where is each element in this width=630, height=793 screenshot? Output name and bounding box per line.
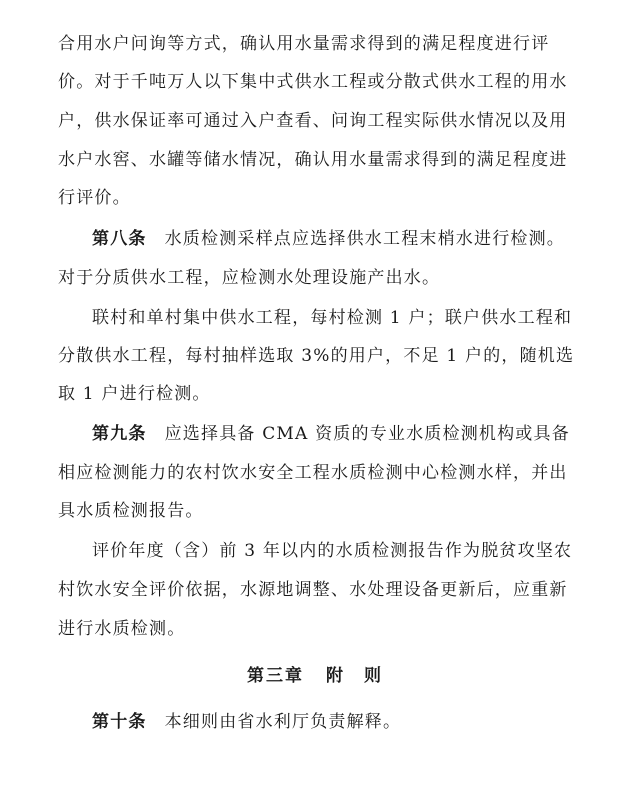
- body-line-1: 合用水户问询等方式，确认用水量需求得到的满足程度进行评: [58, 34, 550, 54]
- villages-line-2: 分散供水工程，每村抽样选取 3%的用户，不足 1 户的，随机选: [58, 346, 575, 366]
- article-8-line-2: 对于分质供水工程，应检测水处理设施产出水。: [58, 268, 441, 288]
- article-10-text: 本细则由省水利厅负责解释。: [164, 712, 402, 732]
- article-10-line: [92, 710, 622, 734]
- article-9-line-3: 具水质检测报告。: [58, 501, 204, 521]
- eval-line-3: 进行水质检测。: [58, 619, 186, 639]
- chapter-title: 附 则: [326, 666, 383, 686]
- body-line-2: 价。对于千吨万人以下集中式供水工程或分散式供水工程的用水: [58, 72, 568, 92]
- eval-line-2: 村饮水安全评价依据，水源地调整、水处理设备更新后，应重新: [58, 580, 568, 600]
- chapter-heading: [0, 664, 630, 688]
- body-line-3: 户，供水保证率可通过入户查看、问询工程实际供水情况以及用: [58, 111, 568, 131]
- article-8-text: 水质检测采样点应选择供水工程末梢水进行检测。: [164, 229, 566, 249]
- article-8-first-line: [92, 227, 622, 251]
- article-9-label: 第九条: [92, 424, 147, 444]
- body-line-4: 水户水窖、水罐等储水情况，确认用水量需求得到的满足程度进: [58, 150, 568, 170]
- article-9-text: 应选择具备 CMA 资质的专业水质检测机构或具备: [164, 424, 570, 444]
- article-9-line-2: 相应检测能力的农村饮水安全工程水质检测中心检测水样，并出: [58, 463, 568, 483]
- eval-line-1: 评价年度（含）前 3 年以内的水质检测报告作为脱贫攻坚农: [92, 541, 573, 561]
- villages-line-3: 取 1 户进行检测。: [58, 384, 211, 404]
- body-line-5: 行评价。: [58, 188, 131, 208]
- chapter-number: 第三章: [247, 666, 304, 686]
- article-9-first-line: [92, 422, 622, 446]
- article-10-label: 第十条: [92, 712, 147, 732]
- article-8-label: 第八条: [92, 229, 147, 249]
- villages-line-1: 联村和单村集中供水工程，每村检测 1 户；联户供水工程和: [92, 308, 573, 328]
